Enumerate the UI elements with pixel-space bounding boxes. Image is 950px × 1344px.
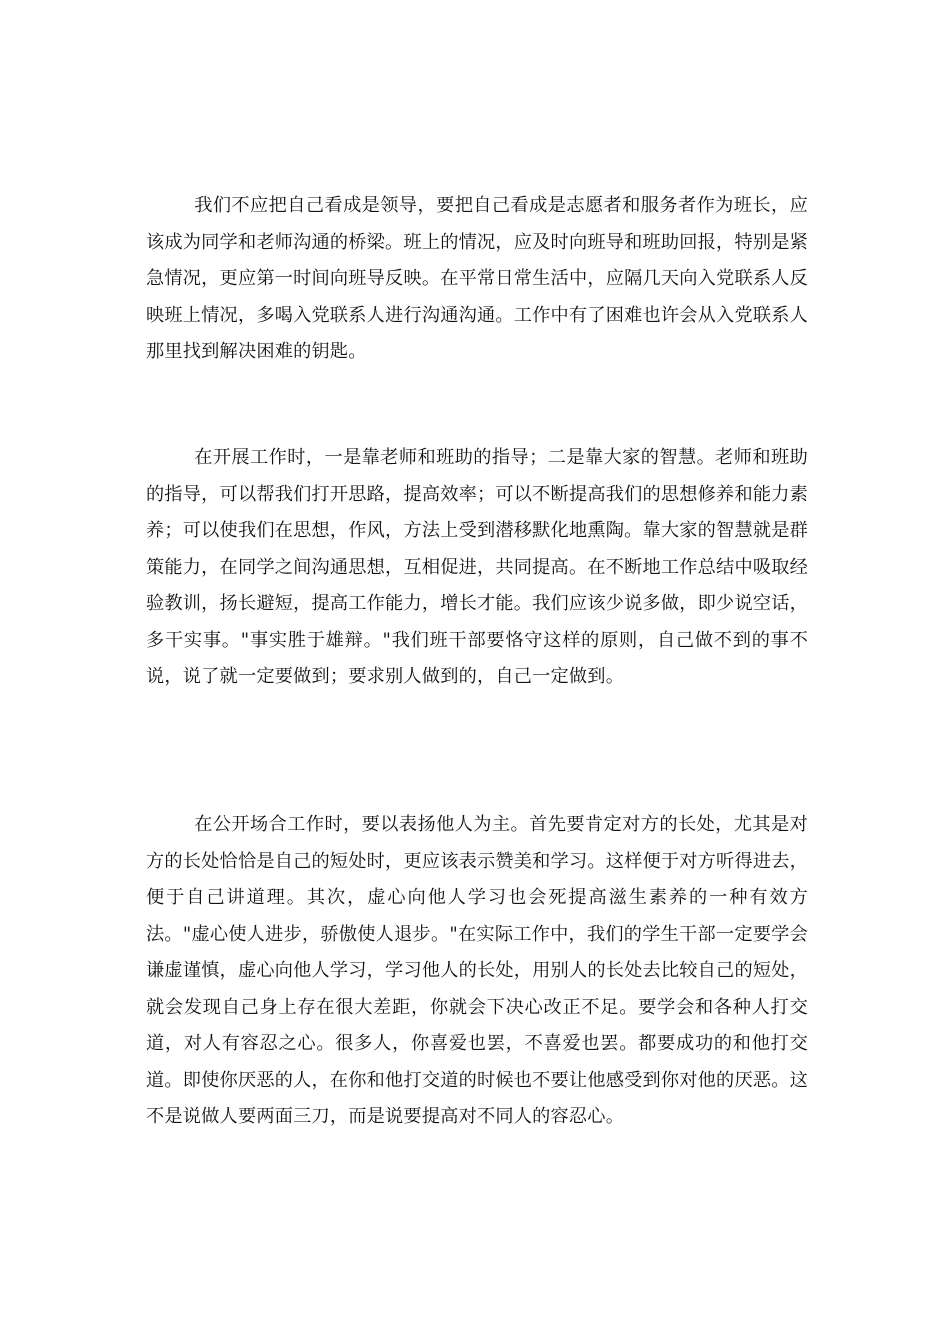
paragraph-3: 在公开场合工作时，要以表扬他人为主。首先要肯定对方的长处，尤其是对方的长处恰恰是自己的短处时，更应该表示赞美和学习。这样便于对方听得进去，便于自己讲道理。其次，虚心向他人学习也会死提高滋生素养的一种有效方法。"虚心使人进步，骄傲使人退步。"在实际工作中，我们的学生干部一定要学会谦虚谨慎，虚心向他人学习，学习他人的长处，用别人的长处去比较自己的短处，就会发现自己身上存在很大差距，你就会下决心改正不足。要学会和各种人打交道，对人有容忍之心。很多人，你喜爱也罢，不喜爱也罢。都要成功的和他打交道。即使你厌恶的人，在你和他打交道的时候也不要让他感受到你对他的厌恶。这不是说做人要两面三刀，而是说要提高对不同人的容忍心。 [146, 814, 808, 1127]
paragraph-1: 我们不应把自己看成是领导，要把自己看成是志愿者和服务者作为班长，应该成为同学和老师沟通的桥梁。班上的情况，应及时向班导和班助回报，特别是紧急情况，更应第一时间向班导反映。在平常日常生活中，应隔几天向入党联系人反映班上情况，多喝入党联系人进行沟通沟通。工作中有了困难也许会从入党联系人那里找到解决困难的钥匙。 [146, 195, 808, 362]
paragraph-2: 在开展工作时，一是靠老师和班助的指导；二是靠大家的智慧。老师和班助的指导，可以帮我们打开思路，提高效率；可以不断提高我们的思想修养和能力素养；可以使我们在思想，作风，方法上受到潜移默化地熏陶。靠大家的智慧就是群策能力，在同学之间沟通思想，互相促进，共同提高。在不断地工作总结中吸取经验教训，扬长避短，提高工作能力，增长才能。我们应该少说多做，即少说空话，多干实事。"事实胜于雄辩。"我们班干部要恪守这样的原则，自己做不到的事不说，说了就一定要做到；要求别人做到的，自己一定做到。 [146, 447, 808, 687]
